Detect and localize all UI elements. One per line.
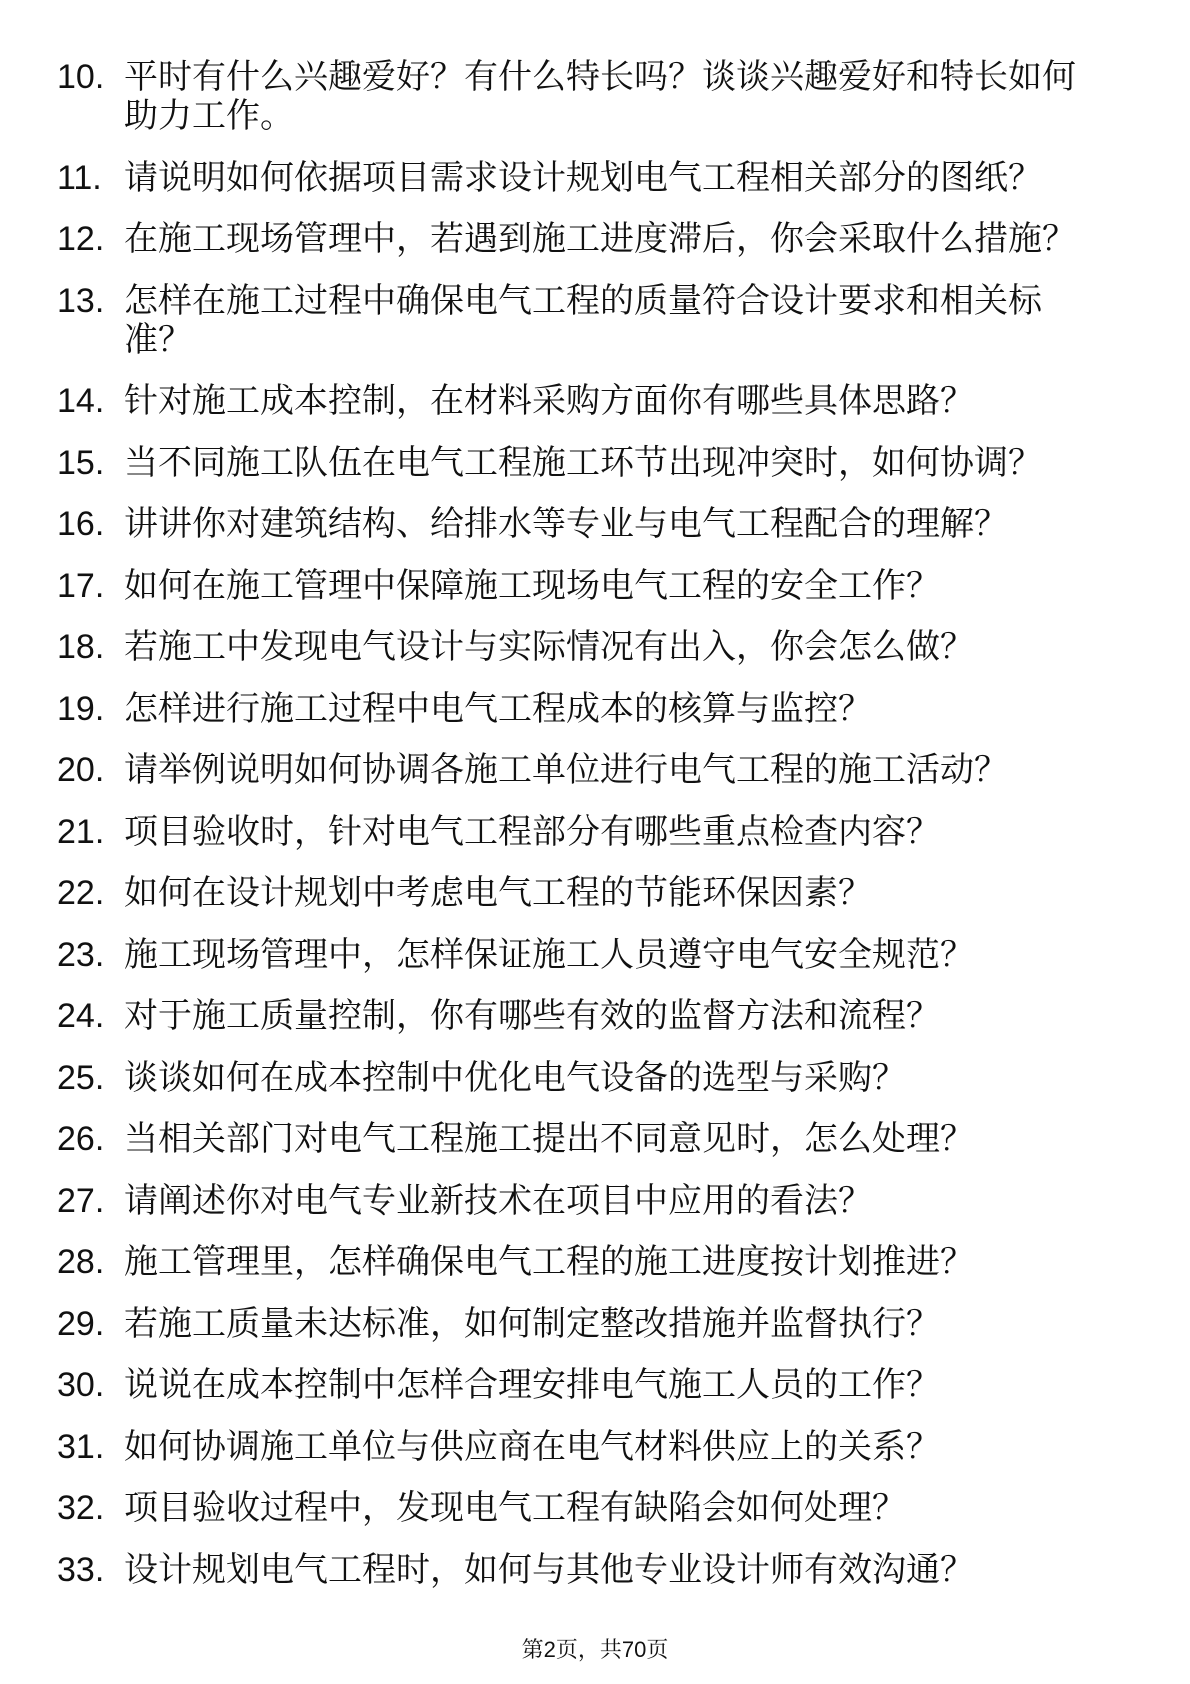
- question-text: 在施工现场管理中，若遇到施工进度滞后，你会采取什么措施？: [124, 220, 1076, 258]
- question-number: 14.: [57, 382, 105, 420]
- question-number: 18.: [57, 628, 105, 666]
- question-number: 10.: [57, 58, 105, 96]
- question-text: 施工管理里，怎样确保电气工程的施工进度按计划推进？: [124, 1243, 974, 1281]
- question-item: [57, 628, 1097, 667]
- question-text: 谈谈如何在成本控制中优化电气设备的选型与采购？: [124, 1058, 906, 1097]
- question-item: [57, 1182, 1097, 1221]
- question-item: [57, 997, 1097, 1036]
- question-number: 27.: [57, 1181, 105, 1220]
- question-text: 说说在成本控制中怎样合理安排电气施工人员的工作？: [124, 1366, 940, 1404]
- question-text: 当不同施工队伍在电气工程施工环节出现冲突时，如何协调？: [124, 443, 1042, 482]
- question-item: [57, 1489, 1097, 1528]
- question-text: 怎样在施工过程中确保电气工程的质量符合设计要求和相关标准？: [124, 281, 1042, 359]
- question-item: [57, 159, 1097, 198]
- question-text: 如何协调施工单位与供应商在电气材料供应上的关系？: [124, 1427, 940, 1466]
- question-text: 如何在设计规划中考虑电气工程的节能环保因素？: [124, 874, 872, 912]
- question-item: [57, 1120, 1097, 1159]
- question-number: 13.: [57, 281, 105, 320]
- question-text: 针对施工成本控制，在材料采购方面你有哪些具体思路？: [124, 382, 974, 420]
- question-number: 16.: [57, 505, 105, 543]
- question-number: 23.: [57, 935, 105, 974]
- question-item: [57, 58, 1097, 136]
- question-item: [57, 444, 1097, 483]
- question-item: [57, 1059, 1097, 1098]
- question-item: [57, 382, 1097, 421]
- question-item: [57, 1428, 1097, 1467]
- question-number: 25.: [57, 1058, 105, 1097]
- question-number: 24.: [57, 997, 105, 1035]
- question-item: [57, 874, 1097, 913]
- question-text: 如何在施工管理中保障施工现场电气工程的安全工作？: [124, 566, 940, 605]
- question-number: 20.: [57, 751, 105, 789]
- page-number-footer: 第2页，共70页: [521, 1637, 669, 1662]
- question-number: 11.: [57, 158, 102, 197]
- question-number: 26.: [57, 1120, 105, 1158]
- question-text: 平时有什么兴趣爱好？有什么特长吗？谈谈兴趣爱好和特长如何助力工作。: [124, 58, 1076, 135]
- question-item: [57, 282, 1097, 360]
- question-number: 15.: [57, 443, 105, 482]
- question-item: [57, 813, 1097, 852]
- question-text: 对于施工质量控制，你有哪些有效的监督方法和流程？: [124, 997, 940, 1035]
- question-item: [57, 567, 1097, 606]
- question-number: 33.: [57, 1550, 105, 1589]
- question-text: 若施工质量未达标准，如何制定整改措施并监督执行？: [124, 1304, 940, 1343]
- question-text: 若施工中发现电气设计与实际情况有出入，你会怎么做？: [124, 628, 974, 666]
- question-number: 28.: [57, 1243, 105, 1281]
- question-number: 17.: [57, 566, 105, 605]
- question-number: 30.: [57, 1366, 105, 1404]
- question-text: 请说明如何依据项目需求设计规划电气工程相关部分的图纸？: [124, 158, 1042, 197]
- question-item: [57, 751, 1097, 790]
- question-text: 当相关部门对电气工程施工提出不同意见时，怎么处理？: [124, 1120, 974, 1158]
- question-number: 29.: [57, 1304, 105, 1343]
- question-text: 设计规划电气工程时，如何与其他专业设计师有效沟通？: [124, 1550, 974, 1589]
- question-text: 项目验收过程中，发现电气工程有缺陷会如何处理？: [124, 1489, 906, 1527]
- question-number: 22.: [57, 874, 105, 912]
- question-text: 怎样进行施工过程中电气工程成本的核算与监控？: [124, 689, 872, 728]
- question-item: [57, 505, 1097, 544]
- question-item: [57, 1305, 1097, 1344]
- question-number: 12.: [57, 220, 105, 258]
- question-item: [57, 1366, 1097, 1405]
- question-number: 32.: [57, 1489, 105, 1527]
- question-item: [57, 690, 1097, 729]
- question-number: 31.: [57, 1427, 105, 1466]
- question-text: 施工现场管理中，怎样保证施工人员遵守电气安全规范？: [124, 935, 974, 974]
- question-text: 项目验收时，针对电气工程部分有哪些重点检查内容？: [124, 812, 940, 851]
- question-item: [57, 1551, 1097, 1590]
- question-item: [57, 936, 1097, 975]
- question-list: [57, 58, 1097, 1612]
- question-item: [57, 1243, 1097, 1282]
- question-text: 请举例说明如何协调各施工单位进行电气工程的施工活动？: [124, 751, 1008, 789]
- question-number: 19.: [57, 689, 105, 728]
- question-text: 讲讲你对建筑结构、给排水等专业与电气工程配合的理解？: [124, 505, 1008, 543]
- question-item: [57, 220, 1097, 259]
- question-number: 21.: [57, 812, 105, 851]
- question-text: 请阐述你对电气专业新技术在项目中应用的看法？: [124, 1181, 872, 1220]
